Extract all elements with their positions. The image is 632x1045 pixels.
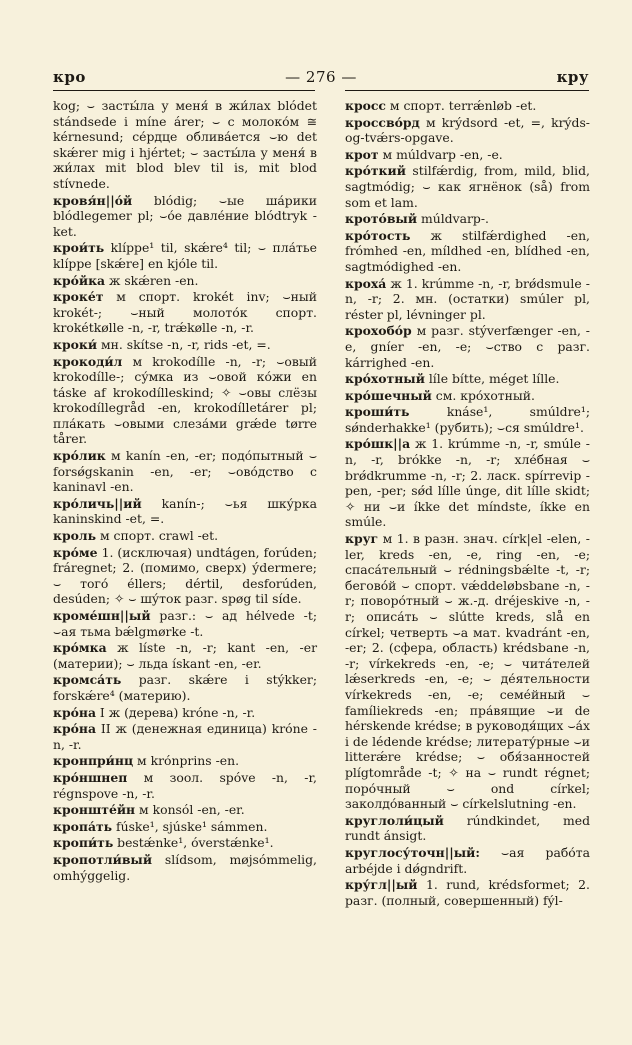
entry-headword: кроке́т <box>53 289 104 305</box>
entry-definition: м kanín -en, -er; подо́пытный ⌣ forsǿgskanin -en, -er; ⌣ово́дство с kaninavl -en. <box>53 448 317 495</box>
dictionary-entry <box>53 528 317 544</box>
dictionary-entry <box>53 819 317 835</box>
dictionary-entry <box>53 721 317 752</box>
entry-headword: кро́ншнеп <box>53 769 128 785</box>
dictionary-entry <box>53 608 317 639</box>
entry-headword: кро́мка <box>53 640 107 656</box>
entry-definition: bestǽnke¹, óverstǽnke¹. <box>113 835 274 851</box>
entry-definition: ⌣ая рабо́та arbéjde i dǿgndrift. <box>345 844 590 876</box>
dictionary-entry <box>345 211 590 227</box>
entry-headword: кро́лик <box>53 448 106 464</box>
dictionary-entry <box>53 770 317 801</box>
entry-definition: м спорт. krokét inv; ⌣ный krokét-; ⌣ный молото́к спорт. krokétkølle -n, -r, trǽkølle -n, -r. <box>53 289 317 336</box>
entry-headword: кро́шк||а <box>345 436 411 452</box>
dictionary-entry <box>53 672 317 703</box>
entry-definition: разг. skǽre i stýkker; forskǽre⁴ (материю). <box>53 672 317 703</box>
dictionary-entry <box>53 337 317 353</box>
entry-headword: крои́ть <box>53 240 105 256</box>
dictionary-entry <box>53 852 317 883</box>
entry-headword: кроль <box>53 528 97 544</box>
entry-headword: кроме́шн||ый <box>53 608 151 623</box>
entry-definition: knáse¹, smúldre¹; sǿnderhakke¹ (рубить); ⌣ся smúldre¹. <box>345 404 590 435</box>
entry-definition: blódig; ⌣ые ша́рики blódlegemer pl; ⌣о́е давле́ние blódtryk -ket. <box>53 192 317 239</box>
entry-definition: ж líste -n, -r; kant -en, -er (материи); ⌣ льда ískant -en, -er. <box>53 640 317 671</box>
entry-headword: кру́гл||ый <box>345 877 418 893</box>
entry-headword: крохобо́р <box>345 323 412 339</box>
entry-definition: slídsom, møjsómmelig, omhýggelig. <box>53 851 317 883</box>
dictionary-entry <box>53 354 317 448</box>
entry-headword: кронште́йн <box>53 802 136 818</box>
entry-headword: кроха́ <box>345 275 387 291</box>
entry-headword: круглоли́цый <box>345 812 444 828</box>
entry-definition: см. кро́хотный. <box>431 387 535 403</box>
entry-definition: 1. rund, krédsformet; 2. разг. (полный, совершенный) fýl- <box>345 877 590 908</box>
entry-definition: kog; ⌣ засты́ла у меня́ в жи́лах blódet stándsede i míne árer; ⌣ с молоко́м ≅ kérnesund; се́рдце облива́ется ⌣ю det skǽrer mig i hjértet; ⌣ засты́ла у меня́ в жи́лах mit blod blev til is, mit blod stívnede. <box>53 98 317 191</box>
page-header <box>53 68 589 90</box>
dictionary-entry <box>345 877 590 908</box>
entry-headword: кро́на <box>53 721 96 737</box>
entry-definition: II ж (денежная единица) króne -n, -r. <box>53 721 317 752</box>
entry-definition: líle bítte, méget lílle. <box>424 371 560 387</box>
entry-headword: кроши́ть <box>345 404 410 420</box>
entry-definition: rúndkindet, med rundt ánsigt. <box>345 812 590 844</box>
entry-headword: кро́хотный <box>345 371 425 387</box>
dictionary-entry <box>345 115 590 146</box>
dictionary-entry <box>53 289 317 336</box>
entry-definition: múldvarp-. <box>417 211 489 227</box>
dictionary-entry <box>345 436 590 530</box>
entry-headword: кро́на <box>53 704 96 720</box>
dictionary-entry <box>345 147 590 163</box>
dictionary-entry <box>345 98 590 114</box>
dictionary-entry <box>345 531 590 812</box>
dictionary-entry <box>345 404 590 435</box>
entry-headword: кро́личь||ий <box>53 495 142 511</box>
entry-definition: мн. skítse -n, -r, rids -et, =. <box>97 336 271 352</box>
entry-definition: I ж (дерева) króne -n, -r. <box>95 704 256 720</box>
entry-headword: крокоди́л <box>53 353 123 369</box>
dictionary-entry <box>53 835 317 851</box>
dictionary-entry <box>53 545 317 607</box>
entry-headword: кропа́ть <box>53 818 113 834</box>
left-column <box>53 98 317 884</box>
dictionary-entry <box>53 273 317 289</box>
dictionary-entry <box>53 496 317 527</box>
entry-definition: м разг. stýverfænger -en, -e, gníer -en, -e; ⌣ство с разг. kárrighed -en. <box>345 323 590 370</box>
dictionary-entry <box>345 228 590 275</box>
entry-headword: кромса́ть <box>53 672 122 688</box>
dictionary-entry <box>345 388 590 404</box>
header-left-guideword: кро <box>53 68 86 86</box>
dictionary-entry <box>345 163 590 210</box>
dictionary-entry <box>53 193 317 240</box>
right-column <box>345 98 590 909</box>
entry-headword: кро́тость <box>345 227 411 243</box>
page-number: — 276 — <box>285 68 357 86</box>
dictionary-entry <box>345 323 590 370</box>
entry-headword: кровя́н||о́й <box>53 192 133 208</box>
entry-definition: м 1. в разн. знач. círk|el -elen, -ler, kreds -en, -e, ring -en, -e; спаса́тельный ⌣ rédningsbǽlte -t, -r; бегово́й ⌣ спорт. vǽddeløbsbane -n, -r; поворо́тный ⌣ ж.-д. dréjeskive -n, -r; описа́ть ⌣ slútte kreds, slå en církel; четверть ⌣а мат. kvadránt -en, -er; 2. (сфера, область) krédsbane -n, -r; vírkekreds -en, -e; ⌣ чита́телей lǽserkreds -en, -e; ⌣ де́ятельности vírkekreds -en, -e; семе́йный ⌣ famíliekreds -en; пра́вящие ⌣и de hérskende krédse; в руководя́щих ⌣а́х i de lédende krédse; литерату́рные ⌣и litterǽre krédse; ⌣ обя́занностей plígtområde -t; ✧ на ⌣ rundt régnet; поро́чный ⌣ ond církel; заколдо́ванный ⌣ církelslutning -en. <box>345 531 590 812</box>
dictionary-entry <box>53 640 317 671</box>
entry-headword: кропотли́вый <box>53 851 153 867</box>
entry-definition: ж skǽren -en. <box>105 272 199 288</box>
dictionary-entry <box>345 371 590 387</box>
entry-headword: кро́йка <box>53 272 106 288</box>
dictionary-entry <box>53 753 317 769</box>
dictionary-entry <box>53 240 317 271</box>
entry-headword: круг <box>345 531 379 547</box>
entry-headword: кро́ме <box>53 544 98 560</box>
dictionary-entry <box>53 448 317 495</box>
entry-definition: м konsól -en, -er. <box>135 802 245 818</box>
entry-definition: ж 1. krúmme -n, -r, smúle -n, -r, brókke -n, -r; хле́бная ⌣ brǿdkrumme -n, -r; 2. ласк. spírrevip -pen, -per; sǿd lílle únge, dit lílle skidt; ✧ ни ⌣и íkke det míndste, íkke en smúle. <box>345 436 590 530</box>
entry-definition: ж 1. krúmme -n, -r, brǿdsmule -n, -r; 2. мн. (остатки) smúler pl, réster pl, lévninger pl. <box>345 275 590 322</box>
entry-definition: 1. (исключая) undtágen, forúden; fráregnet; 2. (помимо, сверх) ýdermere; ⌣ того́ éllers; dértil, desforúden, desúden; ✧ ⌣ шу́ток разг. spøg til síde. <box>53 544 317 607</box>
entry-headword: кро́ткий <box>345 163 406 179</box>
entry-headword: кроссво́рд <box>345 114 420 130</box>
entry-headword: круглосу́точн||ый: <box>345 844 480 860</box>
entry-headword: кросс <box>345 98 386 113</box>
entry-definition: ж stilfǽrdighed -en, frómhed -en, míldhed -en, blídhed -en, sagtmódighed -en. <box>345 227 590 274</box>
dictionary-entry <box>345 813 590 844</box>
entry-definition: klíppe¹ til, skǽre⁴ til; ⌣ пла́тье klíppe [skǽre] en kjóle til. <box>53 240 317 271</box>
entry-definition: м múldvarp -en, -e. <box>378 146 503 162</box>
dictionary-entry <box>53 705 317 721</box>
entry-headword: кро́шечный <box>345 387 432 403</box>
entry-definition: м krokodílle -n, -r; ⌣овый krokodílle-; су́мка из ⌣овой ко́жи en táske af krokodílleskind; ✧ ⌣овы слёзы krokodíllegråd -en, krokodílletárer pl; пла́кать ⌣овыми слеза́ми grǽde tørre tårer. <box>53 353 317 447</box>
entry-definition: м krýdsord -et, =, krýds-og-tvǽrs-opgave. <box>345 114 590 146</box>
header-rule-right <box>345 90 589 91</box>
entry-definition: м зоол. spóve -n, -r, régnspove -n, -r. <box>53 769 317 801</box>
entry-definition: м спорт. crawl -et. <box>96 528 219 544</box>
dictionary-entry <box>53 802 317 818</box>
entry-definition: м спорт. terrǽnløb -et. <box>385 98 537 113</box>
entry-definition: м krónprins -en. <box>133 753 240 769</box>
entry-definition: разг.: ⌣ ад hélvede -t; ⌣ая тьма bǽlgmørke -t. <box>53 608 317 639</box>
entry-headword: кронпри́нц <box>53 753 134 769</box>
dictionary-entry <box>345 276 590 323</box>
dictionary-entry <box>345 845 590 876</box>
header-rule-left <box>53 90 315 91</box>
entry-headword: кроки́ <box>53 336 98 352</box>
entry-definition: kanín-; ⌣ья шку́рка kaninskind -et, =. <box>53 495 317 527</box>
header-right-guideword: кру <box>556 68 589 86</box>
entry-headword: кротóвый <box>345 211 418 227</box>
entry-definition: fúske¹, sjúske¹ sámmen. <box>112 818 268 834</box>
entry-definition: stilfǽrdig, from, mild, blid, sagtmódig; ⌣ как ягнёнок (så) from som et lam. <box>345 163 590 210</box>
entry-headword: кропи́ть <box>53 835 114 851</box>
dictionary-entry <box>53 98 317 192</box>
entry-headword: крот <box>345 146 379 162</box>
